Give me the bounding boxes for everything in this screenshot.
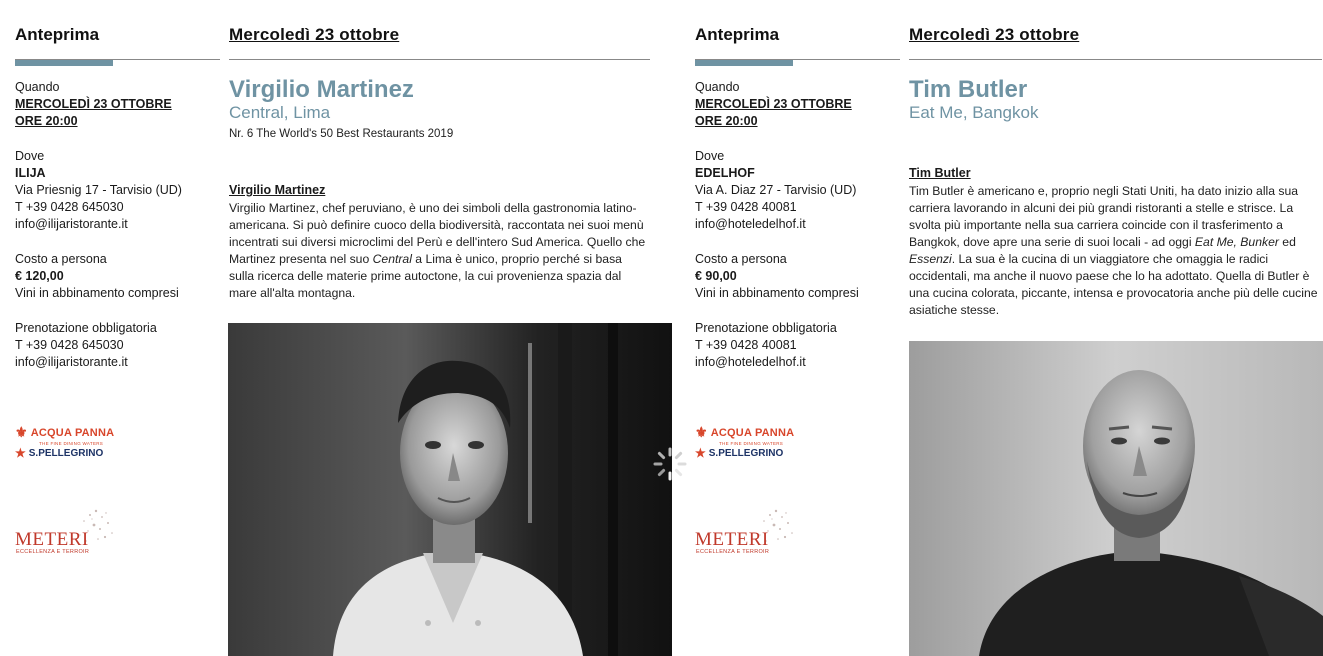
when-label: Quando <box>15 80 60 94</box>
when-time: ORE 20:00 <box>15 114 78 128</box>
acqua-panna-pellegrino-logo: ⚜ ACQUA PANNA THE FINE DINING WATERS ★ S.PELLEGRINO <box>15 424 115 460</box>
when-label: Quando <box>695 80 740 94</box>
chef-restaurant: Central, Lima <box>229 103 331 122</box>
cost-value: € 90,00 <box>695 269 737 283</box>
cost-label: Costo a persona <box>15 252 107 266</box>
chef-name: Virgilio Martinez <box>229 76 414 103</box>
booking-label: Prenotazione obbligatoria <box>695 321 837 335</box>
venue-phone: T +39 0428 40081 <box>695 200 797 214</box>
chef-ranking: Nr. 6 The World's 50 Best Restaurants 2019 <box>229 128 454 140</box>
booking-label: Prenotazione obbligatoria <box>15 321 157 335</box>
venue-email[interactable]: info@ilijaristorante.it <box>15 217 128 231</box>
where-label: Dove <box>15 149 45 163</box>
booking-email[interactable]: info@hoteledelhof.it <box>695 355 806 369</box>
when-date: MERCOLEDÌ 23 OTTOBRE <box>695 97 852 111</box>
sidebar-heading: Anteprima <box>15 25 100 44</box>
sidebar-accent-bar <box>695 60 793 66</box>
chef-restaurant: Eat Me, Bangkok <box>909 103 1039 122</box>
fleur-de-lis-icon: ⚜ <box>695 424 708 440</box>
meteri-logo: METERI ECCELLENZA E TERROIR <box>695 505 805 560</box>
venue-phone: T +39 0428 645030 <box>15 200 124 214</box>
bio-title: Tim Butler <box>909 166 971 180</box>
sidebar-heading: Anteprima <box>695 25 780 44</box>
chef-photo-butler <box>909 341 1323 656</box>
event-page-right <box>680 0 1323 656</box>
main-divider <box>229 59 650 60</box>
wine-note: Vini in abbinamento compresi <box>695 286 859 300</box>
wine-note: Vini in abbinamento compresi <box>15 286 179 300</box>
event-date-heading: Mercoledì 23 ottobre <box>909 25 1080 44</box>
cost-label: Costo a persona <box>695 252 787 266</box>
fleur-de-lis-icon: ⚜ <box>15 424 28 440</box>
booking-phone: T +39 0428 40081 <box>695 338 797 352</box>
acqua-panna-pellegrino-logo: ⚜ ACQUA PANNA THE FINE DINING WATERS ★ S.PELLEGRINO <box>695 424 795 460</box>
chef-name: Tim Butler <box>909 76 1028 103</box>
venue-name: EDELHOF <box>695 166 755 180</box>
cost-value: € 120,00 <box>15 269 64 283</box>
where-label: Dove <box>695 149 725 163</box>
meteri-logo: METERI ECCELLENZA E TERROIR <box>15 505 125 560</box>
venue-address: Via A. Diaz 27 - Tarvisio (UD) <box>695 183 857 197</box>
event-info <box>15 79 220 371</box>
red-star-icon: ★ <box>695 446 706 460</box>
chef-bio: Virgilio Martinez, chef peruviano, è uno dei simboli della gastronomia latino-americana. Si può definire cuoco della biodiversità, raccontata nei suoi menù incentrati sui diversi microclimi del Perù e dell'intero Sud America. Quello che Martinez presenta nel suo Central a Lima è unico, proprio perché si basa sulla ricerca delle materie prime autoctone, la cui provenienza spazia dal mare all'alta montagna. <box>229 201 646 300</box>
event-page-left <box>0 0 661 656</box>
when-date: MERCOLEDÌ 23 OTTOBRE <box>15 97 172 111</box>
red-star-icon: ★ <box>15 446 26 460</box>
sidebar-accent-bar <box>15 60 113 66</box>
booking-email[interactable]: info@ilijaristorante.it <box>15 355 128 369</box>
bio-title: Virgilio Martinez <box>229 183 326 197</box>
venue-name: ILIJA <box>15 166 46 180</box>
chef-bio: Tim Butler è americano e, proprio negli Stati Uniti, ha dato inizio alla sua carriera lavorando in alcuni dei più grandi ristoranti a stelle e strisce. La svolta più importante nella sua carriera coincide con il trasferimento a Bangkok, dove apre una serie di suoi locali - ad oggi Eat Me, Bunker ed Essenzi. La sua è la cucina di un viaggiatore che omaggia le radici occidentali, ma anche il nuovo paese che lo ha adottato. Quella di Butler è una cucina colorata, piccante, intensa e provocatoria anche più delle cucine asiatiche stesse. <box>909 184 1318 317</box>
when-time: ORE 20:00 <box>695 114 758 128</box>
venue-email[interactable]: info@hoteledelhof.it <box>695 217 806 231</box>
chef-photo-martinez <box>228 323 672 656</box>
venue-address: Via Priesnig 17 - Tarvisio (UD) <box>15 183 182 197</box>
main-divider <box>909 59 1322 60</box>
booking-phone: T +39 0428 645030 <box>15 338 124 352</box>
event-date-heading: Mercoledì 23 ottobre <box>229 25 400 44</box>
event-info <box>695 79 900 371</box>
